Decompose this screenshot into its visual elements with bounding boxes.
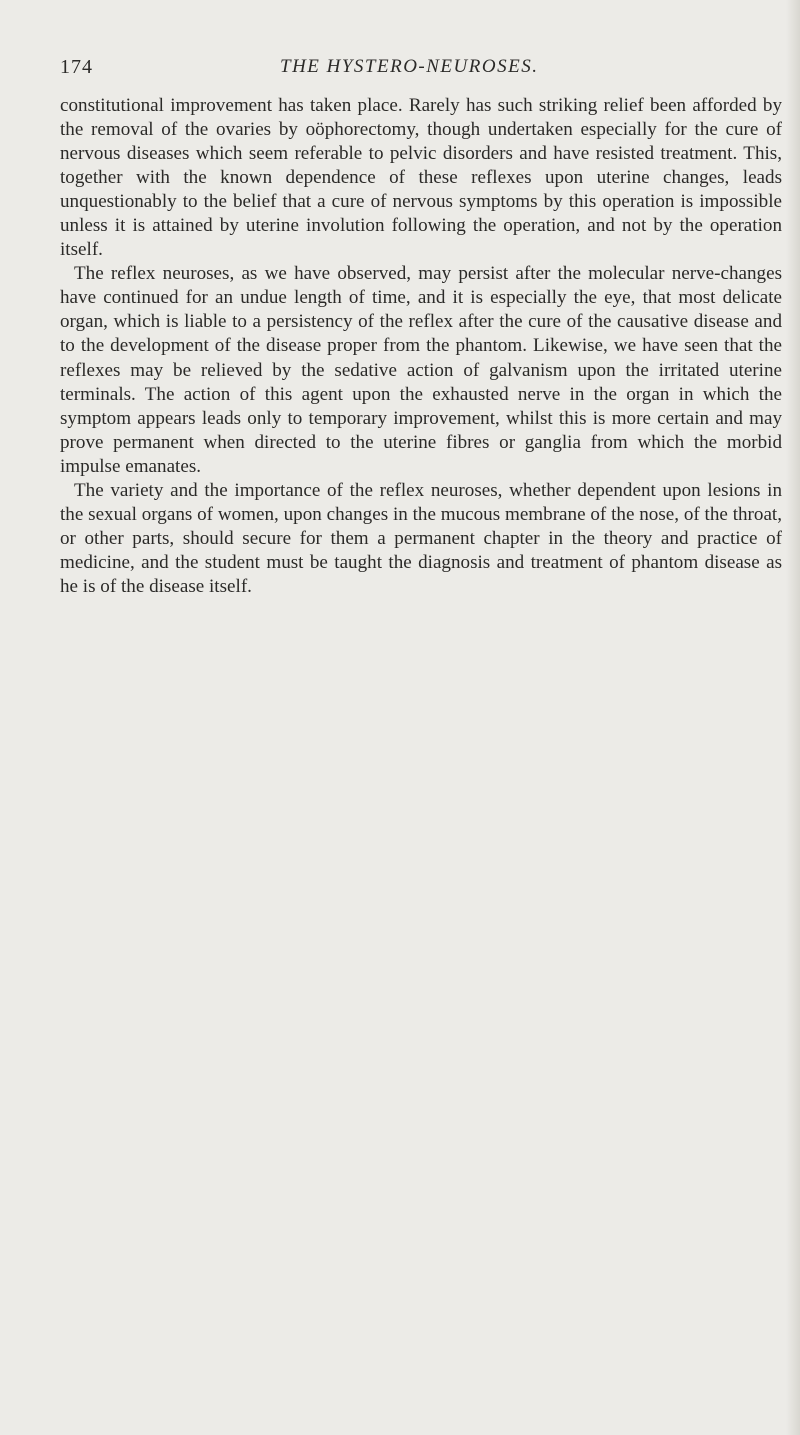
page-edge-shadow	[786, 0, 800, 1435]
body-text	[60, 94, 782, 599]
paragraph-2: The reflex neuroses, as we have observed, may persist after the molecular nerve-changes have continued for an undue length of time, and it is especially the eye, that most delicate organ, which is liable to a persistency of the reflex after the cure of the causative disease and to the development of the disease proper from the phantom. Likewise, we have seen that the reflexes may be relieved by the sedative action of galvanism upon the irritated uterine terminals. The action of this agent upon the exhausted nerve in the organ in which the symptom appears leads only to temporary improvement, whilst this is more certain and may prove permanent when directed to the uterine fibres or ganglia from which the morbid impulse emanates.	[60, 263, 782, 477]
running-head	[60, 56, 780, 86]
paragraph-3: The variety and the importance of the reflex neuroses, whether dependent upon lesions in the sexual organs of women, upon changes in the mucous membrane of the nose, of the throat, or other parts, should secure for them a permanent chapter in the theory and practice of medicine, and the student must be taught the diagnosis and treatment of phantom disease as he is of the disease itself.	[60, 479, 782, 597]
running-title: THE HYSTERO-NEUROSES.	[280, 56, 539, 77]
paragraph-1: constitutional improvement has taken place. Rarely has such striking relief been afforded by the removal of the ovaries by oöphorectomy, though undertaken especially for the cure of nervous diseases which seem referable to pelvic disorders and have resisted treatment. This, together with the known dependence of these reflexes upon uterine changes, leads unquestionably to the belief that a cure of nervous symptoms by this operation is impossible unless it is attained by uterine involution following the operation, and not by the operation itself.	[60, 95, 782, 261]
page-number: 174	[60, 56, 93, 78]
